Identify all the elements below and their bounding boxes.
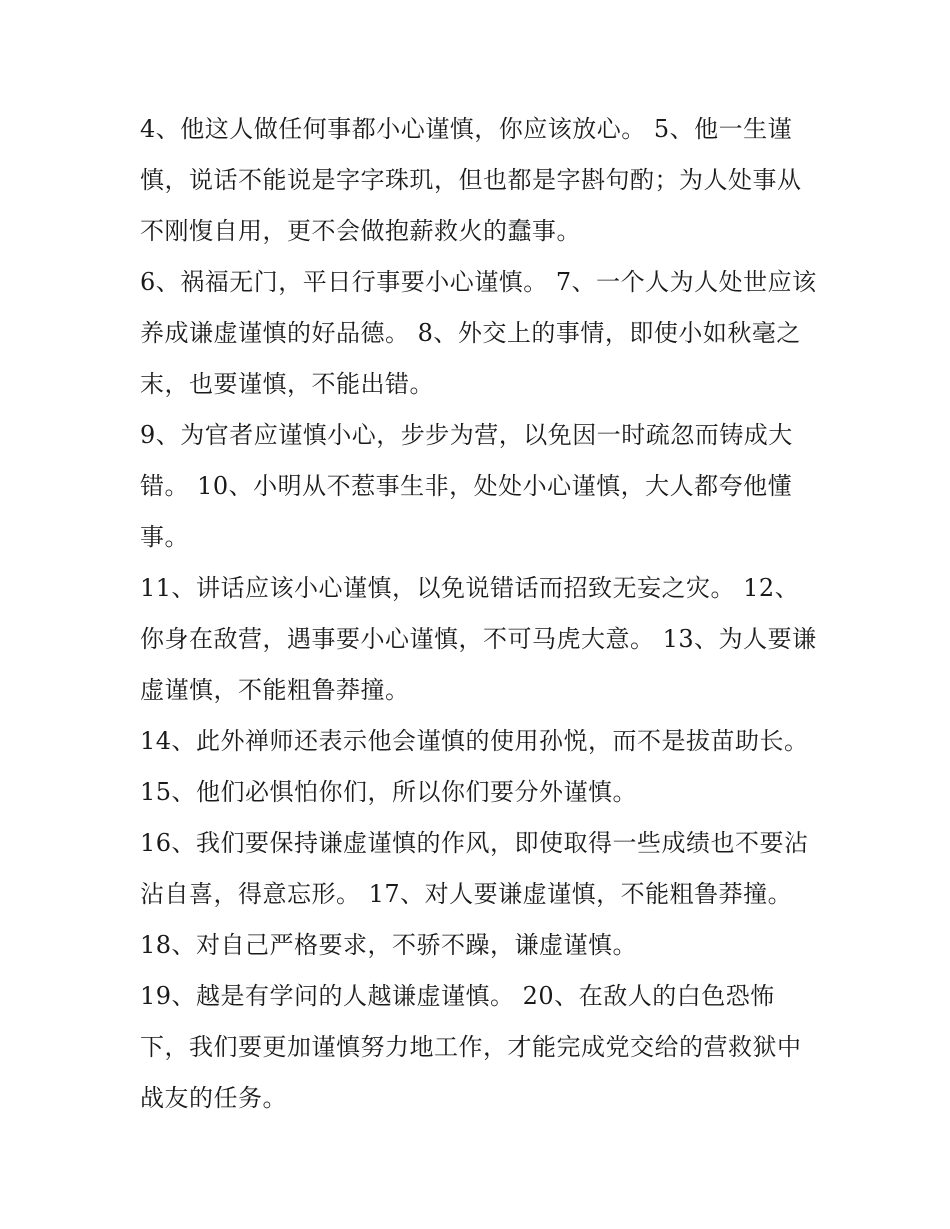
paragraph-4-5: 4、他这人做任何事都小心谨慎，你应该放心。 5、他一生谨慎，说话不能说是字字珠玑，但也都是字斟句酌；为人处事从不刚愎自用，更不会做抱薪救火的蠢事。 bbox=[140, 115, 802, 245]
paragraph-6-8: 6、祸福无门，平日行事要小心谨慎。 7、一个人为人处世应该养成谦虚谨慎的好品德。 8、外交上的事情，即使小如秋毫之末，也要谨慎，不能出错。 bbox=[140, 268, 817, 398]
paragraph-11-13: 11、讲话应该小心谨慎，以免说错话而招致无妄之灾。 12、你身在敌营，遇事要小心谨慎，不可马虎大意。 13、为人要谦虚谨慎，不能粗鲁莽撞。 bbox=[140, 574, 817, 704]
paragraph-18: 18、对自己严格要求，不骄不躁，谦虚谨慎。 bbox=[140, 931, 638, 959]
document-body bbox=[140, 104, 820, 1124]
paragraph-14: 14、此外禅师还表示他会谨慎的使用孙悦，而不是拔苗助长。 bbox=[140, 727, 809, 755]
paragraph-19-20: 19、越是有学问的人越谦虚谨慎。 20、在敌人的白色恐怖下，我们要更加谨慎努力地工作，才能完成党交给的营救狱中战友的任务。 bbox=[140, 982, 802, 1112]
paragraph-15: 15、他们必惧怕你们，所以你们要分外谨慎。 bbox=[140, 778, 638, 806]
paragraph-9-10: 9、为官者应谨慎小心，步步为营，以免因一时疏忽而铸成大错。 10、小明从不惹事生非，处处小心谨慎，大人都夸他懂事。 bbox=[140, 421, 793, 551]
paragraph-16-17: 16、我们要保持谦虚谨慎的作风，即使取得一些成绩也不要沾沾自喜，得意忘形。 17、对人要谦虚谨慎，不能粗鲁莽撞。 bbox=[140, 829, 809, 908]
